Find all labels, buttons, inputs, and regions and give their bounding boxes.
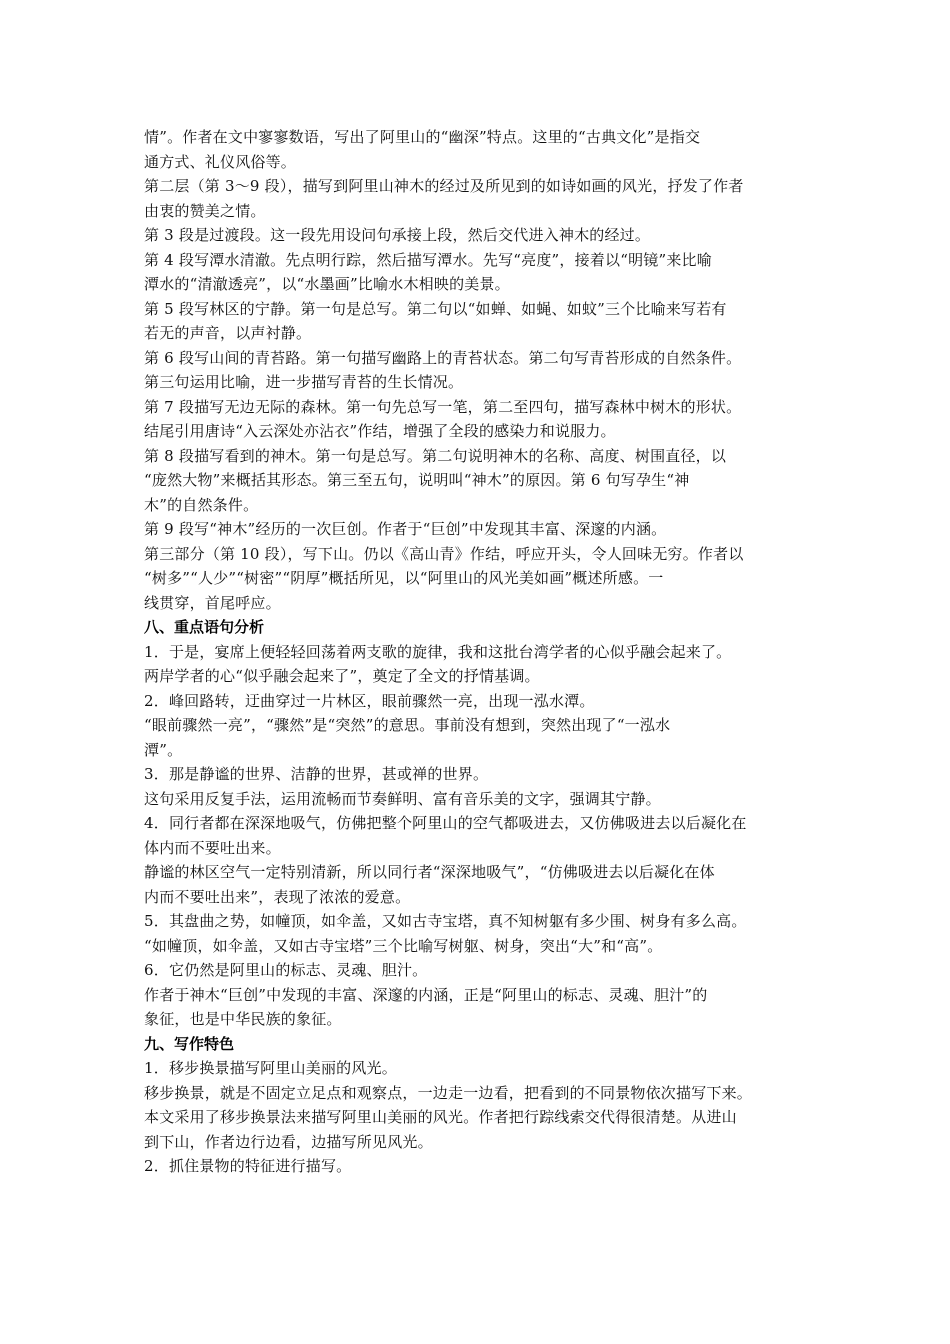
- text-line: 本文采用了移步换景法来描写阿里山美丽的风光。作者把行踪线索交代得很清楚。从进山: [144, 1108, 737, 1126]
- text-line: 作者于神木“巨创”中发现的丰富、深邃的内涵，正是“阿里山的标志、灵魂、胆汁”的: [144, 985, 708, 1004]
- text-line: 移步换景，就是不固定立足点和观察点，一边走一边看，把看到的不同景物依次描写下来。: [144, 1083, 753, 1102]
- text-line: 第 5 段写林区的宁静。第一句是总写。第二句以“如蝉、如蝇、如蚊”三个比喻来写若有: [144, 299, 727, 318]
- text-line: 两岸学者的心“似乎融会起来了”，奠定了全文的抒情基调。: [144, 667, 540, 685]
- text-line: 2．峰回路转，迂曲穿过一片林区，眼前骤然一亮，出现一泓水潭。: [144, 691, 595, 710]
- text-line: 1．于是，宴席上便轻轻回荡着两支歌的旋律，我和这批台湾学者的心似乎融会起来了。: [144, 642, 732, 661]
- text-line: 结尾引用唐诗“入云深处亦沾衣”作结，增强了全段的感染力和说服力。: [144, 422, 616, 440]
- text-line: 第三句运用比喻，进一步描写青苔的生长情况。: [144, 373, 464, 391]
- text-line: “如幢顶，如伞盖，又如古寺宝塔”三个比喻写树躯、树身，突出“大”和“高”。: [144, 936, 663, 955]
- text-line: 到下山，作者边行边看，边描写所见风光。: [144, 1132, 433, 1151]
- text-line: 这句采用反复手法，运用流畅而节奏鲜明、富有音乐美的文字，强调其宁静。: [144, 789, 661, 808]
- text-line: 潭”。: [144, 740, 183, 759]
- text-line: “眼前骤然一亮”，“骤然”是“突然”的意思。事前没有想到，突然出现了“一泓水: [144, 716, 671, 734]
- text-line: 象征，也是中华民族的象征。: [144, 1010, 342, 1028]
- text-line: 体内而不要吐出来。: [144, 838, 281, 857]
- text-line: 5．其盘曲之势，如幢顶，如伞盖，又如古寺宝塔，真不知树躯有多少围、树身有多么高。: [144, 912, 747, 930]
- text-line: 第 7 段描写无边无际的森林。第一句先总写一笔，第二至四句，描写森林中树木的形状。: [144, 397, 742, 416]
- text-line: 若无的声音，以声衬静。: [144, 324, 312, 342]
- text-line: 第 9 段写“神木”经历的一次巨创。作者于“巨创”中发现其丰富、深邃的内涵。: [144, 520, 667, 538]
- text-line: 1．移步换景描写阿里山美丽的风光。: [144, 1059, 397, 1077]
- text-line: 第 4 段写潭水清澈。先点明行踪，然后描写潭水。先写“亮度”，接着以“明镜”来比喻: [144, 250, 712, 269]
- text-line: 6．它仍然是阿里山的标志、灵魂、胆汁。: [144, 961, 428, 979]
- text-line: 2．抓住景物的特征进行描写。: [144, 1157, 352, 1175]
- section-heading: 八、重点语句分析: [144, 618, 265, 636]
- text-line: 第三部分（第 10 段），写下山。仍以《高山青》作结，呼应开头，令人回味无穷。作者以: [144, 544, 744, 563]
- text-line: “庞然大物”来概括其形态。第三至五句，说明叫“神木”的原因。第 6 句写孕生“神: [144, 471, 690, 489]
- text-line: 4．同行者都在深深地吸气，仿佛把整个阿里山的空气都吸进去，又仿佛吸进去以后凝化在: [144, 814, 747, 832]
- text-line: 情”。作者在文中寥寥数语，写出了阿里山的“幽深”特点。这里的“古典文化”是指交: [144, 128, 701, 146]
- text-line: 由衷的赞美之情。: [144, 201, 266, 220]
- text-line: 第二层（第 3～9 段），描写到阿里山神木的经过及所见到的如诗如画的风光，抒发了作者: [144, 177, 744, 195]
- text-line: 静谧的林区空气一定特别清新，所以同行者“深深地吸气”，“仿佛吸进去以后凝化在体: [144, 863, 715, 881]
- text-line: 第 6 段写山间的青苔路。第一句描写幽路上的青苔状态。第二句写青苔形成的自然条件。: [144, 348, 742, 367]
- text-line: 通方式、礼仪风俗等。: [144, 152, 297, 171]
- text-line: 内而不要吐出来”，表现了浓浓的爱意。: [144, 887, 411, 906]
- text-line: 3．那是静谧的世界、洁静的世界，甚或禅的世界。: [144, 765, 489, 783]
- text-line: “树多”“人少”“树密”“阴厚”概括所见，以“阿里山的风光美如画”概述所感。一: [144, 569, 664, 587]
- section-heading: 九、写作特色: [144, 1034, 235, 1053]
- text-line: 木”的自然条件。: [144, 495, 259, 514]
- text-line: 线贯穿，首尾呼应。: [144, 593, 281, 612]
- text-line: 第 3 段是过渡段。这一段先用设问句承接上段，然后交代进入神木的经过。: [144, 226, 651, 244]
- document-page: [144, 125, 809, 1179]
- text-line: 第 8 段描写看到的神木。第一句是总写。第二句说明神木的名称、高度、树围直径，以: [144, 446, 727, 465]
- text-line: 潭水的“清澈透亮”，以“水墨画”比喻水木相映的美景。: [144, 275, 510, 293]
